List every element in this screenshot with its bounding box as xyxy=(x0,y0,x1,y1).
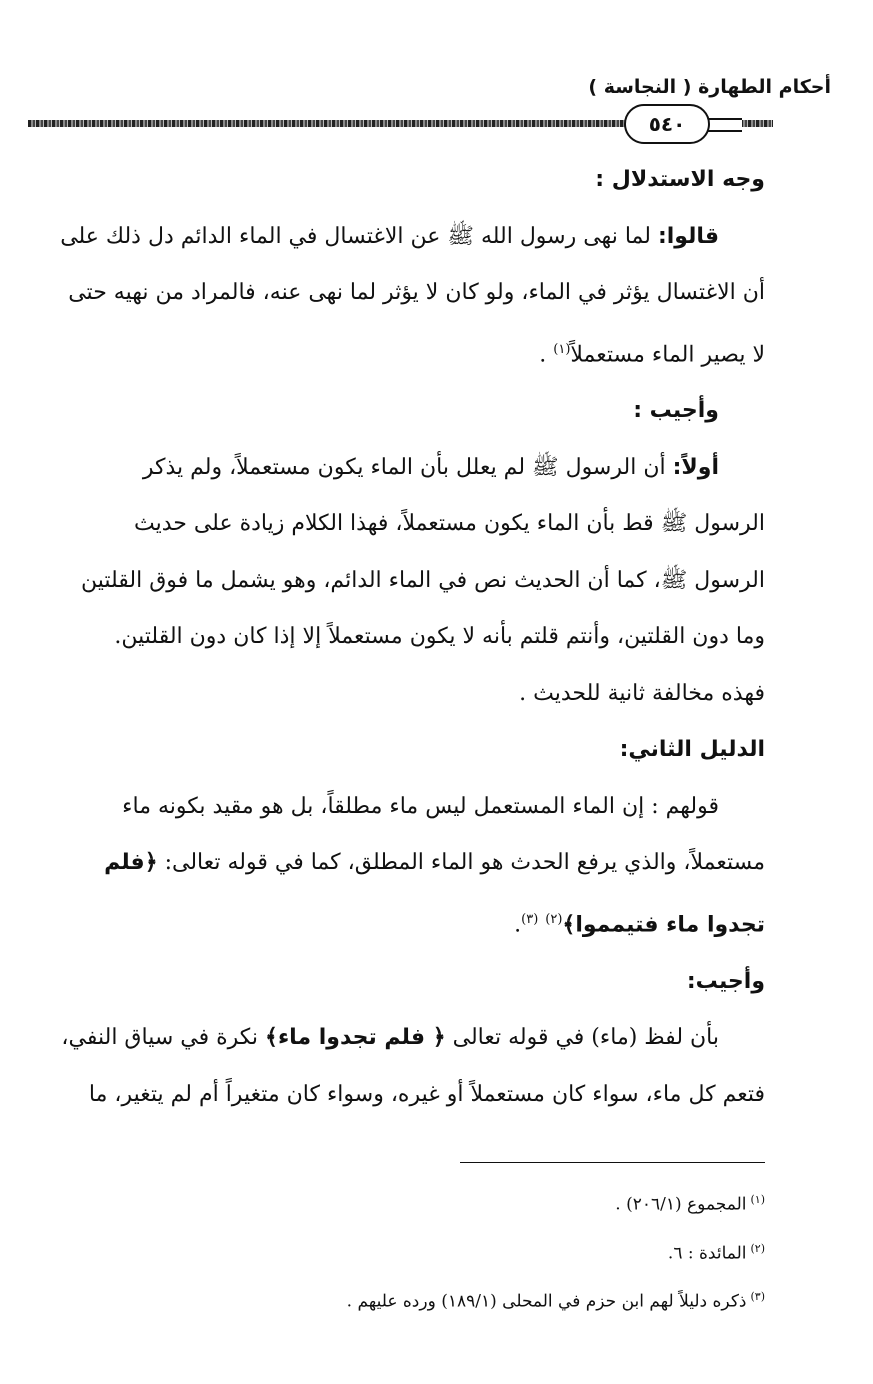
heading-second-evidence: الدليل الثاني: xyxy=(619,737,765,763)
main-text xyxy=(53,152,765,1123)
paragraph-4-line-1 xyxy=(53,1010,765,1067)
footnote-text: ذكره دليلاً لهم ابن حزم في المحلى (١٨٩/١) ورده عليهم . xyxy=(346,1291,747,1312)
heading-answer-1: وأجيب : xyxy=(633,398,719,424)
footnote-text: المجموع (٢٠٦/١) . xyxy=(615,1194,747,1215)
text-run: لا يصير الماء مستعملاً xyxy=(570,341,765,367)
footnote-ref-3: (٣) xyxy=(521,911,539,927)
lead-word: أولاً: xyxy=(672,454,719,480)
footnote-ref-1: (١) xyxy=(553,341,571,357)
footnote-1 xyxy=(53,1178,765,1227)
heading-evidence: وجه الاستدلال : xyxy=(595,167,765,192)
paragraph-3-line-1: قولهم : إن الماء المستعمل ليس ماء مطلقاً، بل هو مقيد بكونه ماء xyxy=(122,793,719,819)
text-run: . xyxy=(539,341,554,367)
page-number-badge xyxy=(624,104,710,144)
heading-answer-2: وأجيب: xyxy=(686,968,765,994)
paragraph-2-line-5: فهذه مخالفة ثانية للحديث . xyxy=(519,680,765,706)
paragraph-2-line-4: وما دون القلتين، وأنتم قلتم بأنه لا يكون مستعملاً إلا إذا كان دون القلتين. xyxy=(114,624,765,650)
text-run: . xyxy=(514,912,522,938)
lead-word: قالوا: xyxy=(657,223,719,249)
paragraph-1-line-1 xyxy=(53,209,765,266)
running-header-title: أحكام الطهارة ( النجاسة ) xyxy=(588,76,831,98)
paragraph-1-line-3 xyxy=(53,322,765,384)
footnotes xyxy=(53,1178,765,1324)
text-run: مستعملاً، والذي يرفع الحدث هو الماء المطلق، كما في قوله تعالى: xyxy=(157,850,765,876)
footnote-2 xyxy=(53,1227,765,1276)
paragraph-4-line-2: فتعم كل ماء، سواء كان مستعملاً أو غيره، وسواء كان متغيراً أم لم يتغير، ما xyxy=(88,1081,765,1107)
text-run: لما نهى رسول الله ﷺ عن الاغتسال في الماء الدائم دل ذلك على xyxy=(60,223,658,249)
text-run: نكرة في سياق النفي، xyxy=(61,1025,266,1051)
footnote-mark: (١) xyxy=(750,1193,765,1206)
quran-quote: ﴿ فلم تجدوا ماء﴾ xyxy=(265,1025,446,1051)
paragraph-3-line-2 xyxy=(53,835,765,892)
quran-quote-start: ﴿فلم xyxy=(104,850,158,876)
footnote-text: المائدة : ٦. xyxy=(667,1243,747,1264)
footnote-mark: (٣) xyxy=(750,1290,765,1304)
footnote-ref-2: (٢) xyxy=(545,911,563,927)
paragraph-2-line-1 xyxy=(53,440,765,497)
footnote-mark: (٢) xyxy=(750,1241,765,1255)
paragraph-2-line-3: الرسول ﷺ، كما أن الحديث نص في الماء الدائم، وهو يشمل ما فوق القلتين xyxy=(80,567,765,593)
paragraph-1-line-2: أن الاغتسال يؤثر في الماء، ولو كان لا يؤثر لما نهى عنه، فالمراد من نهيه حتى xyxy=(68,280,765,305)
footnote-separator xyxy=(460,1162,765,1163)
text-run: بأن لفظ (ماء) في قوله تعالى xyxy=(445,1025,719,1051)
footnote-3 xyxy=(53,1275,765,1324)
text-run: أن الرسول ﷺ لم يعلل بأن الماء يكون مستعملاً، ولم يذكر xyxy=(142,454,673,480)
page-number: ٥٤٠ xyxy=(648,112,686,136)
paragraph-3-line-3 xyxy=(53,892,765,954)
quran-quote-end: تجدوا ماء فتيمموا﴾ xyxy=(562,912,765,938)
paragraph-2-line-2: الرسول ﷺ قط بأن الماء يكون مستعملاً، فهذا الكلام زيادة على حديث xyxy=(133,511,765,537)
